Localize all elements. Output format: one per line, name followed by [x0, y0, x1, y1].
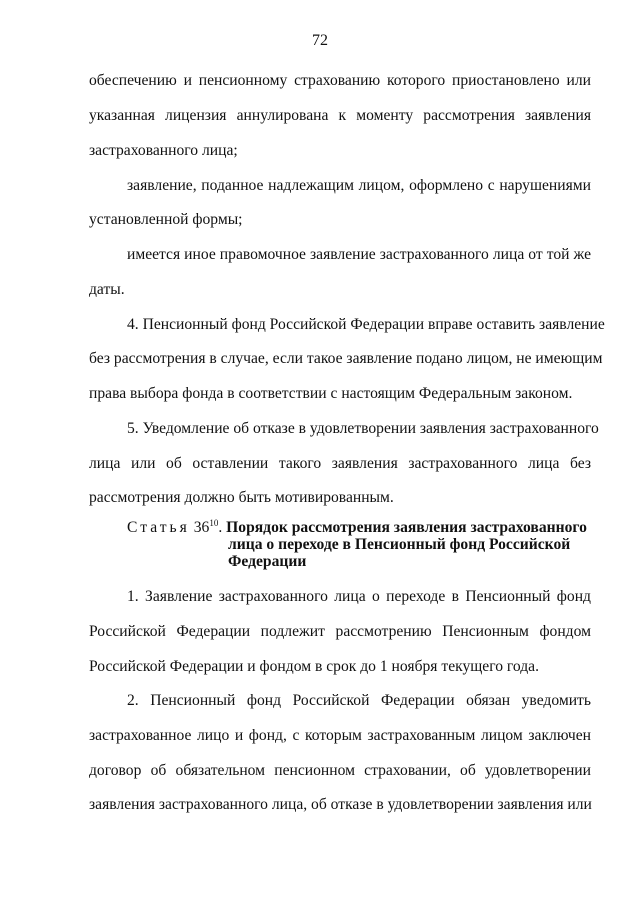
paragraph-line: права выбора фонда в соответствии с настоящим Федеральным законом. — [89, 385, 573, 402]
paragraph-line: указанная лицензия аннулирована к моменту рассмотрения заявления — [89, 107, 591, 124]
article-label: Статья — [127, 519, 190, 536]
paragraph-line: 2. Пенсионный фонд Российской Федерации обязан уведомить — [127, 692, 591, 709]
paragraph-line: 4. Пенсионный фонд Российской Федерации вправе оставить заявление — [127, 316, 605, 333]
paragraph-line: договор об обязательном пенсионном страховании, об удовлетворении — [89, 762, 591, 779]
article-number-superscript: 10 — [209, 517, 219, 528]
paragraph-line: имеется иное правомочное заявление застрахованного лица от той же — [127, 246, 591, 263]
paragraph-line: установленной формы; — [89, 211, 243, 228]
paragraph-line: рассмотрения должно быть мотивированным. — [89, 489, 394, 506]
page-number: 72 — [312, 32, 328, 49]
paragraph-line: обеспечению и пенсионному страхованию которого приостановлено или — [89, 72, 591, 89]
article-title-line: Федерации — [228, 553, 307, 570]
paragraph-line: застрахованного лица; — [89, 142, 238, 159]
paragraph-line: без рассмотрения в случае, если такое заявление подано лицом, не имеющим — [89, 350, 603, 367]
paragraph-line: даты. — [89, 281, 125, 298]
paragraph-line: заявление, поданное надлежащим лицом, оформлено с нарушениями — [127, 177, 591, 194]
article-title-line: Порядок рассмотрения заявления застрахованного — [226, 519, 587, 536]
paragraph-line: лица или об оставлении такого заявления застрахованного лица без — [89, 455, 591, 472]
paragraph-line: застрахованное лицо и фонд, с которым застрахованным лицом заключен — [89, 727, 591, 744]
article-heading — [127, 519, 597, 570]
paragraph-line: Российской Федерации и фондом в срок до 1 ноября текущего года. — [89, 658, 540, 675]
article-title-line: лица о переходе в Пенсионный фонд Российской — [228, 536, 571, 553]
paragraph-line: Российской Федерации подлежит рассмотрению Пенсионным фондом — [89, 623, 591, 640]
paragraph-line: заявления застрахованного лица, об отказе в удовлетворении заявления или — [89, 796, 592, 813]
article-number: $36^{10}$. — [193, 517, 223, 536]
paragraph-line: 5. Уведомление об отказе в удовлетворении заявления застрахованного — [127, 420, 599, 437]
paragraph-line: 1. Заявление застрахованного лица о переходе в Пенсионный фонд — [127, 588, 591, 605]
